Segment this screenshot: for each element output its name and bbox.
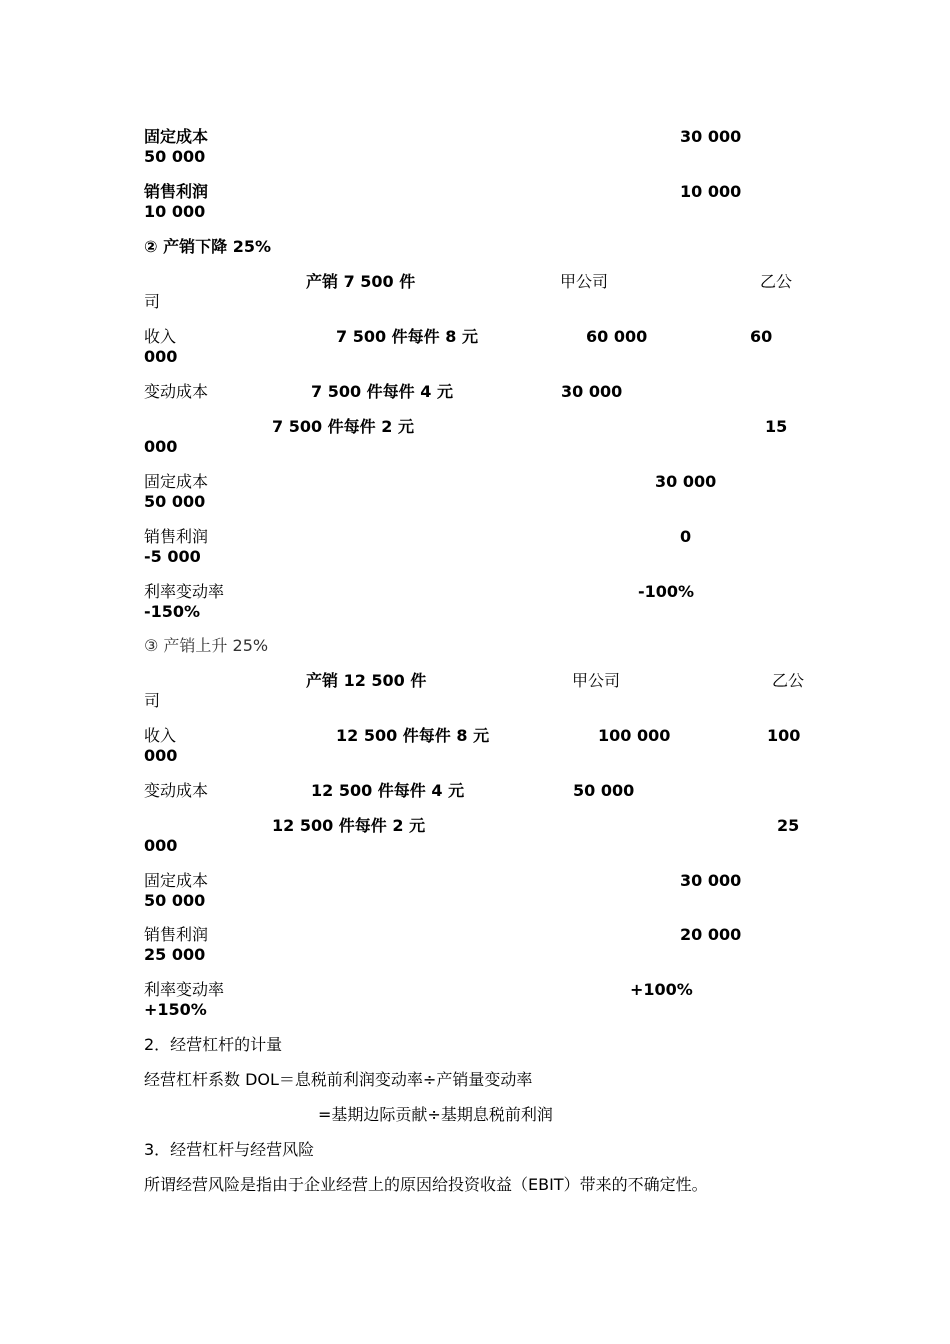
case2-revenue-calc: 7 500 件每件 8 元 [336,327,478,346]
case3-variable-cost-company-b: 25 [777,816,800,835]
case3-header-company-b-cont: 司 [144,691,161,710]
case2-variable-cost-label: 变动成本 [144,382,209,401]
case3-change-rate-label: 利率变动率 [144,980,225,999]
case2-header-company-b: 乙公 [760,272,793,291]
case2-change-rate-company-a: -100% [638,582,695,601]
case2-revenue-label: 收入 [144,327,177,346]
case3-heading: ③ 产销上升 25% [144,636,269,655]
case3-fixed-cost-company-a: 30 000 [680,871,742,890]
fixed-cost-label: 固定成本 [144,127,209,146]
case3-change-rate-company-b: +150% [144,1000,207,1019]
operating-risk-definition: 所谓经营风险是指由于企业经营上的原因给投资收益（EBIT）带来的不确定性。 [144,1175,708,1194]
case2-variable-cost-calc-b: 7 500 件每件 2 元 [272,417,414,436]
case3-header-company-a: 甲公司 [572,671,621,690]
section3-heading: 3．经营杠杆与经营风险 [144,1140,315,1159]
case2-header-company-a: 甲公司 [560,272,609,291]
case2-fixed-cost-label: 固定成本 [144,472,209,491]
case2-heading: ② 产销下降 25% [144,237,271,256]
case2-fixed-cost-company-a: 30 000 [655,472,717,491]
case3-revenue-company-a: 100 000 [598,726,671,745]
case2-variable-cost-calc-a: 7 500 件每件 4 元 [311,382,453,401]
case2-sales-profit-company-a: 0 [680,527,692,546]
sales-profit-company-a: 10 000 [680,182,742,201]
case3-revenue-company-b-cont: 000 [144,746,178,765]
case3-revenue-label: 收入 [144,726,177,745]
case3-fixed-cost-company-b: 50 000 [144,891,206,910]
case2-sales-profit-company-b: -5 000 [144,547,201,566]
case3-variable-cost-company-a: 50 000 [573,781,635,800]
case3-variable-cost-company-b-cont: 000 [144,836,178,855]
case2-change-rate-label: 利率变动率 [144,582,225,601]
dol-formula: 经营杠杆系数 DOL＝息税前利润变动率÷产销量变动率 [144,1070,533,1089]
dol-formula-alt: =基期边际贡献÷基期息税前利润 [318,1105,553,1124]
case3-variable-cost-calc-a: 12 500 件每件 4 元 [311,781,465,800]
case2-revenue-company-b-cont: 000 [144,347,178,366]
sales-profit-company-b: 10 000 [144,202,206,221]
case2-header-company-b-cont: 司 [144,292,161,311]
case3-sales-profit-company-a: 20 000 [680,925,742,944]
case3-change-rate-company-a: +100% [630,980,693,999]
case2-header-qty: 产销 7 500 件 [306,272,416,291]
case2-fixed-cost-company-b: 50 000 [144,492,206,511]
case2-revenue-company-b: 60 [750,327,773,346]
section2-heading: 2．经营杠杆的计量 [144,1035,283,1054]
fixed-cost-company-b: 50 000 [144,147,206,166]
case2-change-rate-company-b: -150% [144,602,201,621]
case3-variable-cost-calc-b: 12 500 件每件 2 元 [272,816,426,835]
case3-revenue-calc: 12 500 件每件 8 元 [336,726,490,745]
case3-sales-profit-label: 销售利润 [144,925,209,944]
case3-revenue-company-b: 100 [767,726,801,745]
case3-sales-profit-company-b: 25 000 [144,945,206,964]
case3-fixed-cost-label: 固定成本 [144,871,209,890]
case3-header-qty: 产销 12 500 件 [306,671,427,690]
case2-sales-profit-label: 销售利润 [144,527,209,546]
case2-variable-cost-company-b-cont: 000 [144,437,178,456]
case3-header-company-b: 乙公 [772,671,805,690]
sales-profit-label: 销售利润 [144,182,209,201]
case2-variable-cost-company-a: 30 000 [561,382,623,401]
fixed-cost-company-a: 30 000 [680,127,742,146]
case3-variable-cost-label: 变动成本 [144,781,209,800]
case2-revenue-company-a: 60 000 [586,327,648,346]
case2-variable-cost-company-b: 15 [765,417,788,436]
